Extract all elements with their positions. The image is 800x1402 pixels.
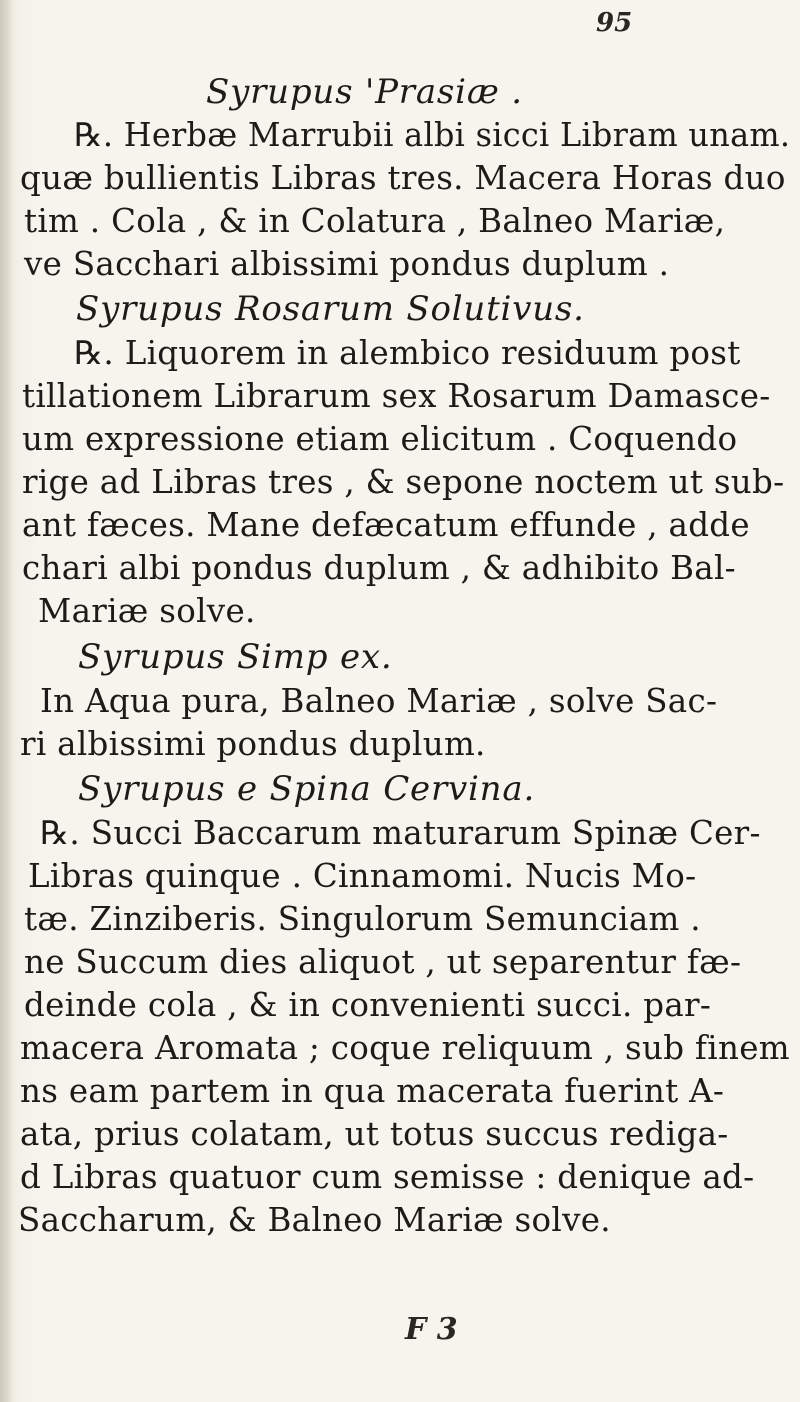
text-line: deinde cola , & in convenienti succi. par- bbox=[24, 986, 712, 1024]
text-line: Mariæ solve. bbox=[38, 592, 256, 630]
text-line: tim . Cola , & in Colatura , Balneo Mariæ, bbox=[24, 202, 726, 240]
text-line: ℞. Succi Baccarum maturarum Spinæ Cer- bbox=[40, 814, 761, 852]
text-line: ℞. Herbæ Marrubii albi sicci Libram unam. bbox=[74, 116, 791, 154]
text-line: ri albissimi pondus duplum. bbox=[20, 725, 486, 763]
text-line: ns eam partem in qua macerata fuerint A- bbox=[20, 1072, 725, 1110]
text-line: In Aqua pura, Balneo Mariæ , solve Sac- bbox=[40, 682, 718, 720]
heading-syrupus-spina-cervina: Syrupus e Spina Cervina. bbox=[78, 769, 536, 809]
text-line: ata, prius colatam, ut totus succus rediga- bbox=[20, 1115, 729, 1153]
text-line: ant fæces. Mane defæcatum effunde , adde bbox=[22, 506, 750, 544]
signature-mark: F 3 bbox=[405, 1312, 458, 1347]
text-line: ve Sacchari albissimi pondus duplum . bbox=[24, 245, 670, 283]
text-line: ne Succum dies aliquot , ut separentur fæ- bbox=[24, 943, 742, 981]
text-line: um expressione etiam elicitum . Coquendo bbox=[22, 420, 738, 458]
text-line: Libras quinque . Cinnamomi. Nucis Mo- bbox=[28, 857, 697, 895]
text-line: quæ bullientis Libras tres. Macera Horas duo bbox=[20, 159, 786, 197]
text-line: ℞. Liquorem in alembico residuum post bbox=[74, 334, 741, 372]
text-line: macera Aromata ; coque reliquum , sub finem bbox=[20, 1029, 790, 1067]
text-line: tæ. Zinziberis. Singulorum Semunciam . bbox=[24, 900, 701, 938]
text-line: Saccharum, & Balneo Mariæ solve. bbox=[18, 1201, 611, 1239]
page-number: 95 bbox=[596, 8, 633, 38]
text-line: rige ad Libras tres , & sepone noctem ut sub- bbox=[22, 463, 785, 501]
heading-syrupus-rosarum: Syrupus Rosarum Solutivus. bbox=[76, 289, 585, 329]
gutter-shadow bbox=[0, 0, 14, 1402]
text-line: d Libras quatuor cum semisse : denique ad- bbox=[20, 1158, 755, 1196]
text-line: tillationem Librarum sex Rosarum Damasce- bbox=[22, 377, 771, 415]
heading-syrupus-simplex: Syrupus Simp ex. bbox=[78, 637, 393, 677]
text-line: chari albi pondus duplum , & adhibito Bal- bbox=[22, 549, 736, 587]
heading-syrupus-prasiae: Syrupus 'Prasiæ . bbox=[206, 72, 523, 112]
